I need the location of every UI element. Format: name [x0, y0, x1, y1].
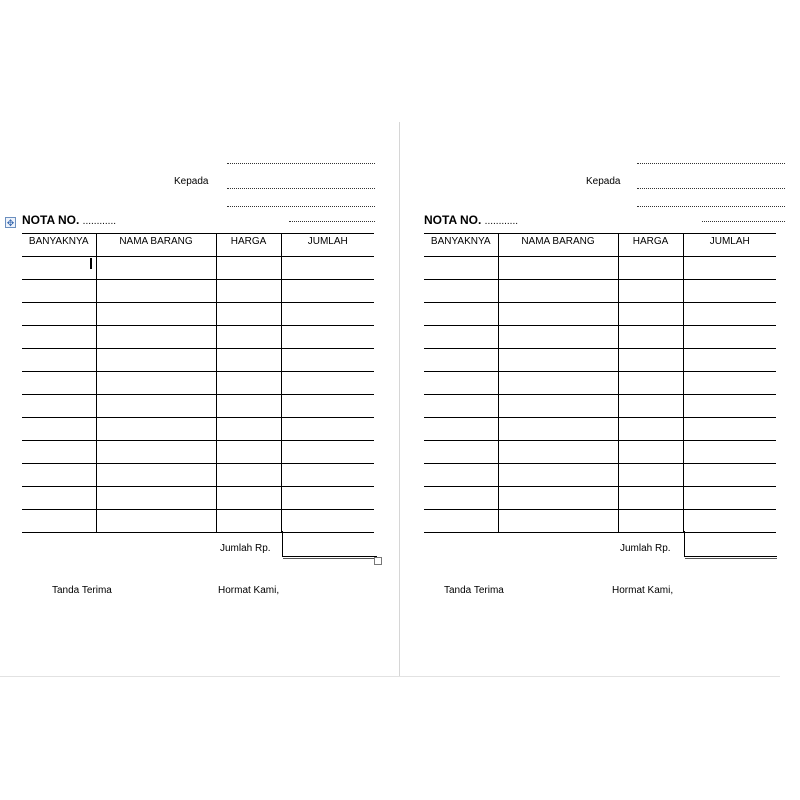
table-cell[interactable]: [22, 326, 96, 349]
table-cell[interactable]: [498, 372, 618, 395]
col-harga: HARGA: [618, 234, 683, 257]
kepada-label: Kepada: [174, 176, 209, 187]
table-cell[interactable]: [498, 303, 618, 326]
tanda-terima-label: Tanda Terima: [52, 585, 112, 596]
table-cell[interactable]: [216, 326, 281, 349]
table-row: [424, 303, 776, 326]
table-cell[interactable]: [22, 441, 96, 464]
table-cell[interactable]: [424, 257, 498, 280]
table-row: [424, 349, 776, 372]
table-cell[interactable]: [618, 395, 683, 418]
address-line-3: [227, 198, 375, 207]
date-line: [702, 213, 785, 222]
table-cell[interactable]: [22, 280, 96, 303]
table-cell[interactable]: [618, 464, 683, 487]
items-table[interactable]: [424, 233, 776, 533]
table-cell[interactable]: [96, 418, 216, 441]
table-cell[interactable]: [216, 349, 281, 372]
table-cell[interactable]: [683, 418, 776, 441]
col-jumlah: JUMLAH: [683, 234, 776, 257]
table-row: [22, 257, 374, 280]
table-cell[interactable]: [618, 257, 683, 280]
table-cell[interactable]: [96, 372, 216, 395]
table-cell[interactable]: [281, 418, 374, 441]
table-cell[interactable]: [281, 349, 374, 372]
table-cell[interactable]: [498, 464, 618, 487]
table-cell[interactable]: [683, 395, 776, 418]
table-cell[interactable]: [498, 326, 618, 349]
table-row: [424, 372, 776, 395]
table-cell[interactable]: [96, 349, 216, 372]
table-cell[interactable]: [683, 303, 776, 326]
nota-no-dots: ............: [82, 216, 117, 227]
table-cell[interactable]: [424, 441, 498, 464]
table-cell[interactable]: [683, 441, 776, 464]
table-row: [424, 395, 776, 418]
table-cell[interactable]: [281, 280, 374, 303]
table-cell[interactable]: [424, 510, 498, 533]
table-cell[interactable]: [216, 395, 281, 418]
text-cursor: [90, 258, 92, 269]
table-cell[interactable]: [216, 372, 281, 395]
table-row: [22, 441, 374, 464]
table-row: [22, 372, 374, 395]
nota-no-dots: ............: [484, 216, 519, 227]
hormat-kami-label: Hormat Kami,: [612, 585, 674, 596]
kepada-line: [637, 180, 785, 189]
table-row: [22, 326, 374, 349]
col-banyaknya: BANYAKNYA: [22, 234, 96, 257]
table-row: [424, 510, 776, 533]
jumlah-total-cell[interactable]: [684, 531, 777, 557]
table-cell[interactable]: [281, 257, 374, 280]
table-cell[interactable]: [424, 464, 498, 487]
table-cell[interactable]: [281, 303, 374, 326]
table-cell[interactable]: [22, 372, 96, 395]
table-cell[interactable]: [498, 280, 618, 303]
table-cell[interactable]: [618, 418, 683, 441]
table-cell[interactable]: [618, 349, 683, 372]
nota-no-title: [424, 213, 518, 227]
date-line: [289, 213, 375, 222]
table-cell[interactable]: [281, 441, 374, 464]
table-cell[interactable]: [22, 487, 96, 510]
table-row: [22, 303, 374, 326]
nota-no-label: NOTA NO.: [22, 213, 80, 227]
table-cell[interactable]: [281, 464, 374, 487]
table-cell[interactable]: [424, 395, 498, 418]
table-cell[interactable]: [22, 418, 96, 441]
table-cell[interactable]: [683, 464, 776, 487]
table-cell[interactable]: [424, 372, 498, 395]
table-cell[interactable]: [618, 510, 683, 533]
table-cell[interactable]: [281, 326, 374, 349]
hormat-kami-label: Hormat Kami,: [218, 585, 280, 596]
table-cell[interactable]: [424, 418, 498, 441]
table-cell[interactable]: [618, 326, 683, 349]
jumlah-label: Jumlah Rp.: [620, 543, 671, 554]
address-line-3: [637, 198, 785, 207]
table-cell[interactable]: [216, 303, 281, 326]
table-cell[interactable]: [683, 326, 776, 349]
table-cell[interactable]: [216, 441, 281, 464]
table-row: [22, 280, 374, 303]
table-row: [424, 257, 776, 280]
table-cell[interactable]: [424, 326, 498, 349]
jumlah-label: Jumlah Rp.: [220, 543, 271, 554]
table-cell[interactable]: [22, 257, 96, 280]
table-cell[interactable]: [498, 418, 618, 441]
table-header-row: [424, 234, 776, 257]
table-cell[interactable]: [683, 510, 776, 533]
table-cell[interactable]: [216, 464, 281, 487]
address-line-1: [637, 155, 785, 164]
table-row: [22, 464, 374, 487]
table-row: [22, 349, 374, 372]
table-cell[interactable]: [618, 487, 683, 510]
table-row: [22, 418, 374, 441]
table-cell[interactable]: [618, 303, 683, 326]
col-nama-barang: NAMA BARANG: [498, 234, 618, 257]
table-cell[interactable]: [618, 280, 683, 303]
table-row: [22, 510, 374, 533]
items-table[interactable]: [22, 233, 374, 533]
table-cell[interactable]: [96, 487, 216, 510]
table-cell[interactable]: [424, 487, 498, 510]
table-cell[interactable]: [22, 510, 96, 533]
table-cell[interactable]: [281, 487, 374, 510]
nota-no-label: NOTA NO.: [424, 213, 482, 227]
table-cell[interactable]: [498, 441, 618, 464]
table-cell[interactable]: [216, 418, 281, 441]
table-row: [424, 418, 776, 441]
table-cell[interactable]: [683, 257, 776, 280]
table-cell[interactable]: [216, 280, 281, 303]
table-row: [424, 464, 776, 487]
table-cell[interactable]: [618, 441, 683, 464]
table-cell[interactable]: [498, 349, 618, 372]
col-harga: HARGA: [216, 234, 281, 257]
tanda-terima-label: Tanda Terima: [444, 585, 504, 596]
jumlah-total-cell[interactable]: [282, 531, 377, 557]
table-row: [22, 487, 374, 510]
table-cell[interactable]: [96, 441, 216, 464]
table-cell[interactable]: [216, 487, 281, 510]
table-cell[interactable]: [683, 349, 776, 372]
table-cell[interactable]: [424, 303, 498, 326]
table-cell[interactable]: [22, 464, 96, 487]
table-cell[interactable]: [22, 349, 96, 372]
address-line-1: [227, 155, 375, 164]
table-cell[interactable]: [216, 257, 281, 280]
table-row: [424, 487, 776, 510]
nota-no-title: [22, 213, 116, 227]
col-jumlah: JUMLAH: [281, 234, 374, 257]
table-row: [424, 280, 776, 303]
table-row: [22, 395, 374, 418]
table-cell[interactable]: [498, 510, 618, 533]
table-cell[interactable]: [618, 372, 683, 395]
table-cell[interactable]: [424, 280, 498, 303]
kepada-line: [227, 180, 375, 189]
table-cell[interactable]: [498, 487, 618, 510]
table-row: [424, 441, 776, 464]
table-cell[interactable]: [96, 257, 216, 280]
table-cell[interactable]: [424, 349, 498, 372]
table-cell[interactable]: [96, 280, 216, 303]
table-cell[interactable]: [96, 395, 216, 418]
table-cell[interactable]: [498, 257, 618, 280]
table-cell[interactable]: [96, 303, 216, 326]
table-cell[interactable]: [216, 510, 281, 533]
table-row: [424, 326, 776, 349]
table-cell[interactable]: [281, 510, 374, 533]
table-cell[interactable]: [683, 487, 776, 510]
col-banyaknya: BANYAKNYA: [424, 234, 498, 257]
kepada-label: Kepada: [586, 176, 621, 187]
table-cell[interactable]: [22, 395, 96, 418]
table-cell[interactable]: [683, 280, 776, 303]
table-cell[interactable]: [96, 510, 216, 533]
table-cell[interactable]: [96, 326, 216, 349]
table-cell[interactable]: [281, 372, 374, 395]
resize-square-icon[interactable]: [374, 557, 382, 565]
nota-form-right: [402, 0, 800, 800]
col-nama-barang: NAMA BARANG: [96, 234, 216, 257]
table-cell[interactable]: [281, 395, 374, 418]
table-cell[interactable]: [498, 395, 618, 418]
table-cell[interactable]: [683, 372, 776, 395]
table-cell[interactable]: [96, 464, 216, 487]
table-header-row: [22, 234, 374, 257]
move-arrows-icon[interactable]: ✥: [6, 218, 15, 228]
table-cell[interactable]: [22, 303, 96, 326]
